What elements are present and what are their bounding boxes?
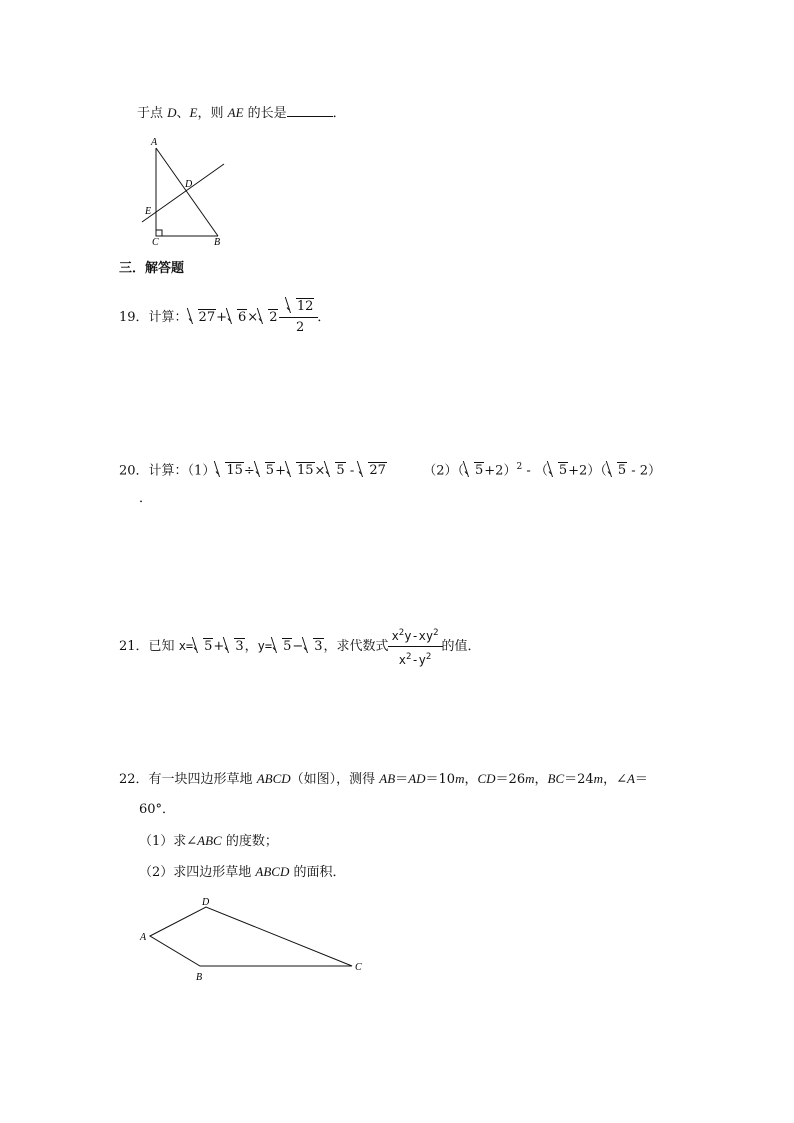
sqrt-3x (225, 638, 244, 656)
q18-answer-blank (287, 104, 333, 117)
sqrt-5b (326, 462, 345, 480)
q22-ad: AD (408, 771, 426, 786)
question-21 (119, 624, 481, 669)
question-19 (119, 298, 330, 337)
sqrt-15a (216, 462, 244, 480)
q22-eq3: ＝26 (495, 772, 526, 787)
q20-minus2: - （ (522, 463, 548, 479)
q22-sub1-suffix: 的度数； (221, 834, 278, 849)
sqrt-2 (259, 309, 278, 327)
sqrt-15b (287, 462, 315, 480)
q22-text1: （如图），测得 (290, 772, 380, 787)
sqrt-5a (256, 462, 275, 480)
q22-eq2: ＝10 (425, 772, 456, 787)
sqrt-5b-value: 5 (336, 463, 345, 479)
right-angle-mark (156, 230, 162, 236)
q22-unit2: m (525, 771, 535, 786)
sqrt-27-value: 27 (198, 310, 216, 325)
sqrt-27 (189, 309, 217, 327)
q22-sub1-abc: ABC (197, 833, 222, 848)
sqrt-2-value: 2 (269, 310, 278, 325)
label-c: C (152, 237, 159, 248)
q20-minus-2: - 2） (627, 463, 662, 479)
q21-num-sup2: 2 (433, 628, 439, 638)
perpendicular-bisector (142, 164, 224, 222)
label-b2: B (196, 972, 203, 983)
question-20 (119, 458, 661, 480)
q22-eq5: ＝ (634, 772, 648, 787)
q21-fraction (390, 624, 441, 669)
q22-sub1-prefix: （1）求∠ (139, 834, 198, 849)
q19-denominator: 2 (282, 317, 319, 337)
q22-angle-sign: ，∠ (603, 772, 627, 787)
q18-tail-text (137, 104, 346, 123)
q19-minus: - (278, 310, 283, 325)
q20-label: 20．计算： (119, 463, 188, 479)
q22-eq4: ＝24 (564, 772, 594, 787)
question-22-line1 (119, 770, 648, 789)
section-title: 三．解答题 (119, 261, 185, 276)
sqrt-5x (194, 638, 213, 656)
q22-cd: CD (477, 771, 496, 786)
q19-times: × (247, 310, 259, 325)
q21-num-sup1: 2 (398, 628, 405, 638)
sqrt-5e-value: 5 (617, 463, 627, 479)
q20-square: 2 (516, 462, 523, 472)
q22-eq1: ＝ (395, 772, 409, 787)
q22-sub2-suffix: 的面积． (289, 865, 346, 880)
label-d: D (185, 179, 193, 190)
side-ab (156, 148, 218, 236)
q22-sub2-prefix: （2）求四边形草地 (139, 865, 256, 880)
question-22-part2 (139, 863, 346, 882)
q18-point-e: E (189, 105, 198, 120)
sqrt-5x-value: 5 (204, 639, 213, 654)
q20-part2-label: （2） (423, 463, 458, 479)
sqrt-5d (549, 462, 568, 480)
sqrt-15a-value: 15 (226, 463, 243, 479)
q18-end: ． (332, 106, 346, 121)
q20-plus2b: +2）（ (568, 463, 607, 479)
q21-den-rest: -y (411, 653, 426, 667)
q22-abcd: ABCD (256, 771, 291, 786)
q19-end: ． (317, 310, 331, 325)
q19-fraction (284, 298, 317, 337)
triangle-figure (138, 132, 234, 248)
label-c2: C (355, 962, 362, 973)
q20-plus: + (275, 463, 286, 479)
label-a: A (151, 137, 158, 148)
q21-den-sup1: 2 (406, 652, 412, 662)
q21-xplus: + (213, 639, 225, 654)
q22-unit1: m (455, 771, 465, 786)
q21-label: 21．已知 (119, 639, 179, 654)
q18-point-d: D (167, 105, 177, 120)
q18-prefix: 于点 (137, 106, 168, 121)
q22-unit3: m (593, 771, 604, 786)
q21-x: x= (178, 639, 194, 653)
label-e: E (145, 206, 152, 217)
q19-plus: + (216, 310, 227, 325)
q22-label: 22．有一块四边形草地 (119, 772, 257, 787)
sqrt-6-value: 6 (238, 310, 247, 325)
q18-segment-ae: AE (227, 105, 244, 120)
q20-times: × (314, 463, 326, 479)
question-22-line2: 60°． (139, 802, 176, 817)
q20-plus2: +2） (484, 463, 517, 479)
sqrt-3x-value: 3 (235, 639, 244, 654)
q22-sub2-abcd: ABCD (255, 864, 290, 879)
quadrilateral-figure (136, 892, 372, 986)
sqrt-5y (273, 638, 292, 656)
sqrt-12 (287, 298, 315, 316)
q18-mid: ，则 (197, 106, 228, 121)
quadrilateral-abcd (150, 907, 352, 966)
q21-yminus: − (292, 639, 304, 654)
q18-suffix: 的长是 (243, 106, 287, 121)
sqrt-5c-value: 5 (475, 463, 484, 479)
sqrt-15b-value: 15 (296, 463, 314, 479)
q22-comma2: ， (534, 772, 548, 787)
q21-mid: ，求代数式 (323, 639, 389, 654)
q21-y: y= (257, 639, 273, 653)
label-d2: D (202, 897, 210, 908)
q18-sep: 、 (176, 106, 190, 121)
label-a2: A (140, 932, 147, 943)
q21-den-sup2: 2 (425, 652, 432, 662)
q21-end: 的值． (441, 639, 481, 654)
q22-bc: BC (547, 771, 565, 786)
sqrt-3y-value: 3 (314, 639, 323, 654)
question-22-part1 (139, 832, 278, 851)
sqrt-12-value: 12 (296, 299, 314, 314)
q19-label: 19．计算： (119, 310, 188, 325)
sqrt-6 (228, 309, 247, 327)
q20-open: （ (457, 463, 464, 479)
q20-end: ． (139, 491, 153, 506)
q21-num-x: x (391, 629, 399, 643)
q22-ab: AB (379, 771, 396, 786)
sqrt-5a-value: 5 (265, 463, 275, 479)
q20-minus: - (345, 463, 359, 479)
sqrt-27b-value: 27 (369, 463, 386, 479)
q22-comma1: ， (464, 772, 478, 787)
q22-a: A (626, 771, 635, 786)
sqrt-5y-value: 5 (283, 639, 292, 654)
q21-num-rest: y-xy (404, 629, 434, 643)
label-b: B (214, 237, 221, 248)
sqrt-5e (608, 462, 627, 480)
sqrt-3y (304, 638, 323, 656)
q21-comma: ， (244, 639, 258, 654)
q20-part1-label: （1） (187, 463, 216, 479)
q21-den-x: x (398, 653, 407, 667)
sqrt-27b (359, 462, 387, 480)
sqrt-5c (465, 462, 484, 480)
sqrt-5d-value: 5 (558, 463, 568, 479)
q20-div: ÷ (243, 463, 255, 479)
